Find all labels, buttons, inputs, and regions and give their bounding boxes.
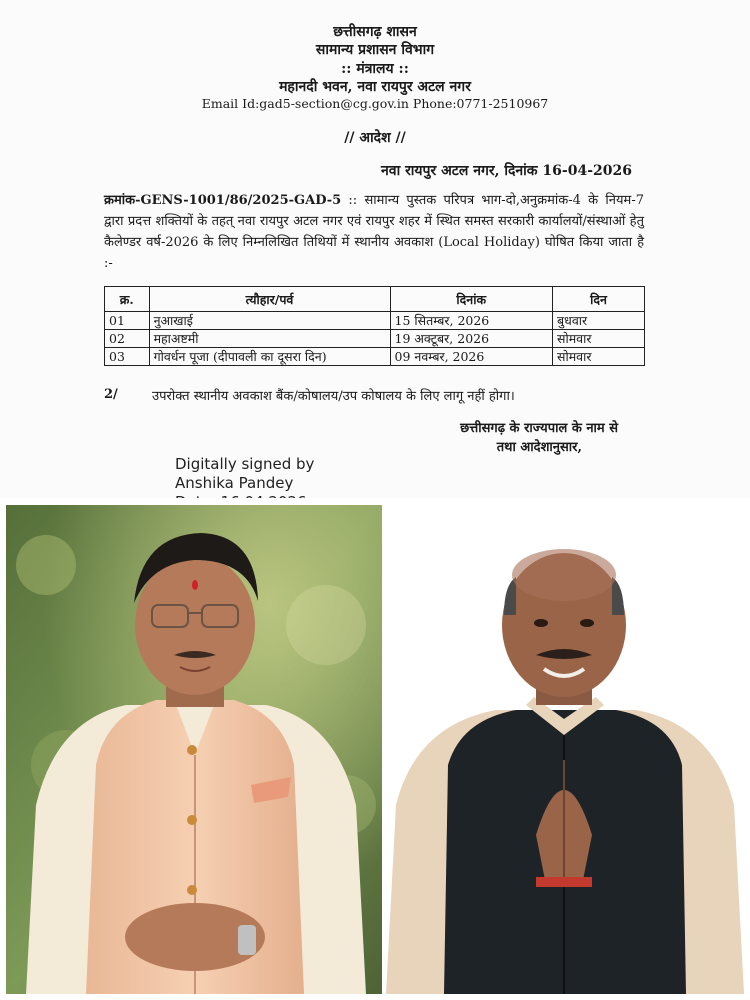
cell-date: 09 नवम्बर, 2026 xyxy=(390,348,553,366)
order-title: // आदेश // xyxy=(344,130,406,146)
col-festival: त्यौहार/पर्व xyxy=(149,287,390,312)
digital-signature-name: Anshika Pandey xyxy=(175,474,294,492)
header-contact: Email Id:gad5-section@cg.gov.in Phone:0771-2510967 xyxy=(201,96,549,111)
col-serial: क्र. xyxy=(105,287,150,312)
table-row xyxy=(105,348,645,366)
digital-signature-line1: Digitally signed by xyxy=(175,455,315,473)
col-day: दिन xyxy=(553,287,645,312)
table-row xyxy=(105,330,645,348)
order-body-text: :: सामान्य पुस्तक परिपत्र भाग-दो,अनुक्रमांक-4 के नियम-7 द्वारा प्रदत्त शक्तियों के तहत् नवा रायपुर अटल नगर एवं रायपुर शहर में स्थित समस्त सरकारी कार्यालयों/संस्थाओं हेतु कैलेण्डर वर्ष-2026 के लिए निम्नलिखित तिथियों में स्थानीय अवकाश (Local Holiday) घोषित किया जाता है :- xyxy=(104,193,644,271)
signature-authority: छत्तीसगढ़ के राज्यपाल के नाम से xyxy=(460,421,618,436)
cell-festival: गोवर्धन पूजा (दीपावली का दूसरा दिन) xyxy=(149,348,390,366)
holiday-table xyxy=(104,286,645,366)
cell-date: 15 सितम्बर, 2026 xyxy=(390,312,553,330)
col-date: दिनांक xyxy=(390,287,553,312)
header-government: छत्तीसगढ़ शासन xyxy=(333,24,417,40)
note-number: 2/ xyxy=(104,387,118,402)
order-reference-number: क्रमांक-GENS-1001/86/2025-GAD-5 xyxy=(104,193,342,208)
header-department: सामान्य प्रशासन विभाग xyxy=(315,42,435,58)
right-portrait-illustration xyxy=(386,505,744,994)
cell-serial: 01 xyxy=(105,312,150,330)
order-body xyxy=(104,190,644,274)
section-divider xyxy=(0,498,750,505)
holiday-table-header xyxy=(105,287,645,312)
photo-left-portrait xyxy=(6,505,382,994)
government-order-document xyxy=(0,0,750,498)
cell-day: बुधवार xyxy=(553,312,645,330)
cell-festival: नुआखाई xyxy=(149,312,390,330)
table-row xyxy=(105,312,645,330)
header-ministry: :: मंत्रालय :: xyxy=(341,61,409,77)
cell-day: सोमवार xyxy=(553,330,645,348)
signature-order: तथा आदेशानुसार, xyxy=(496,440,582,455)
order-place-date: नवा रायपुर अटल नगर, दिनांक 16-04-2026 xyxy=(381,163,632,179)
cell-festival: महाअष्टमी xyxy=(149,330,390,348)
cell-serial: 02 xyxy=(105,330,150,348)
photo-right-portrait xyxy=(386,505,744,994)
left-portrait-illustration xyxy=(6,505,382,994)
header-address: महानदी भवन, नवा रायपुर अटल नगर xyxy=(279,79,471,95)
note-text: उपरोक्त स्थानीय अवकाश बैंक/कोषालय/उप कोषालय के लिए लागू नहीं होगा। xyxy=(152,389,515,404)
cell-day: सोमवार xyxy=(553,348,645,366)
cell-serial: 03 xyxy=(105,348,150,366)
cell-date: 19 अक्टूबर, 2026 xyxy=(390,330,553,348)
